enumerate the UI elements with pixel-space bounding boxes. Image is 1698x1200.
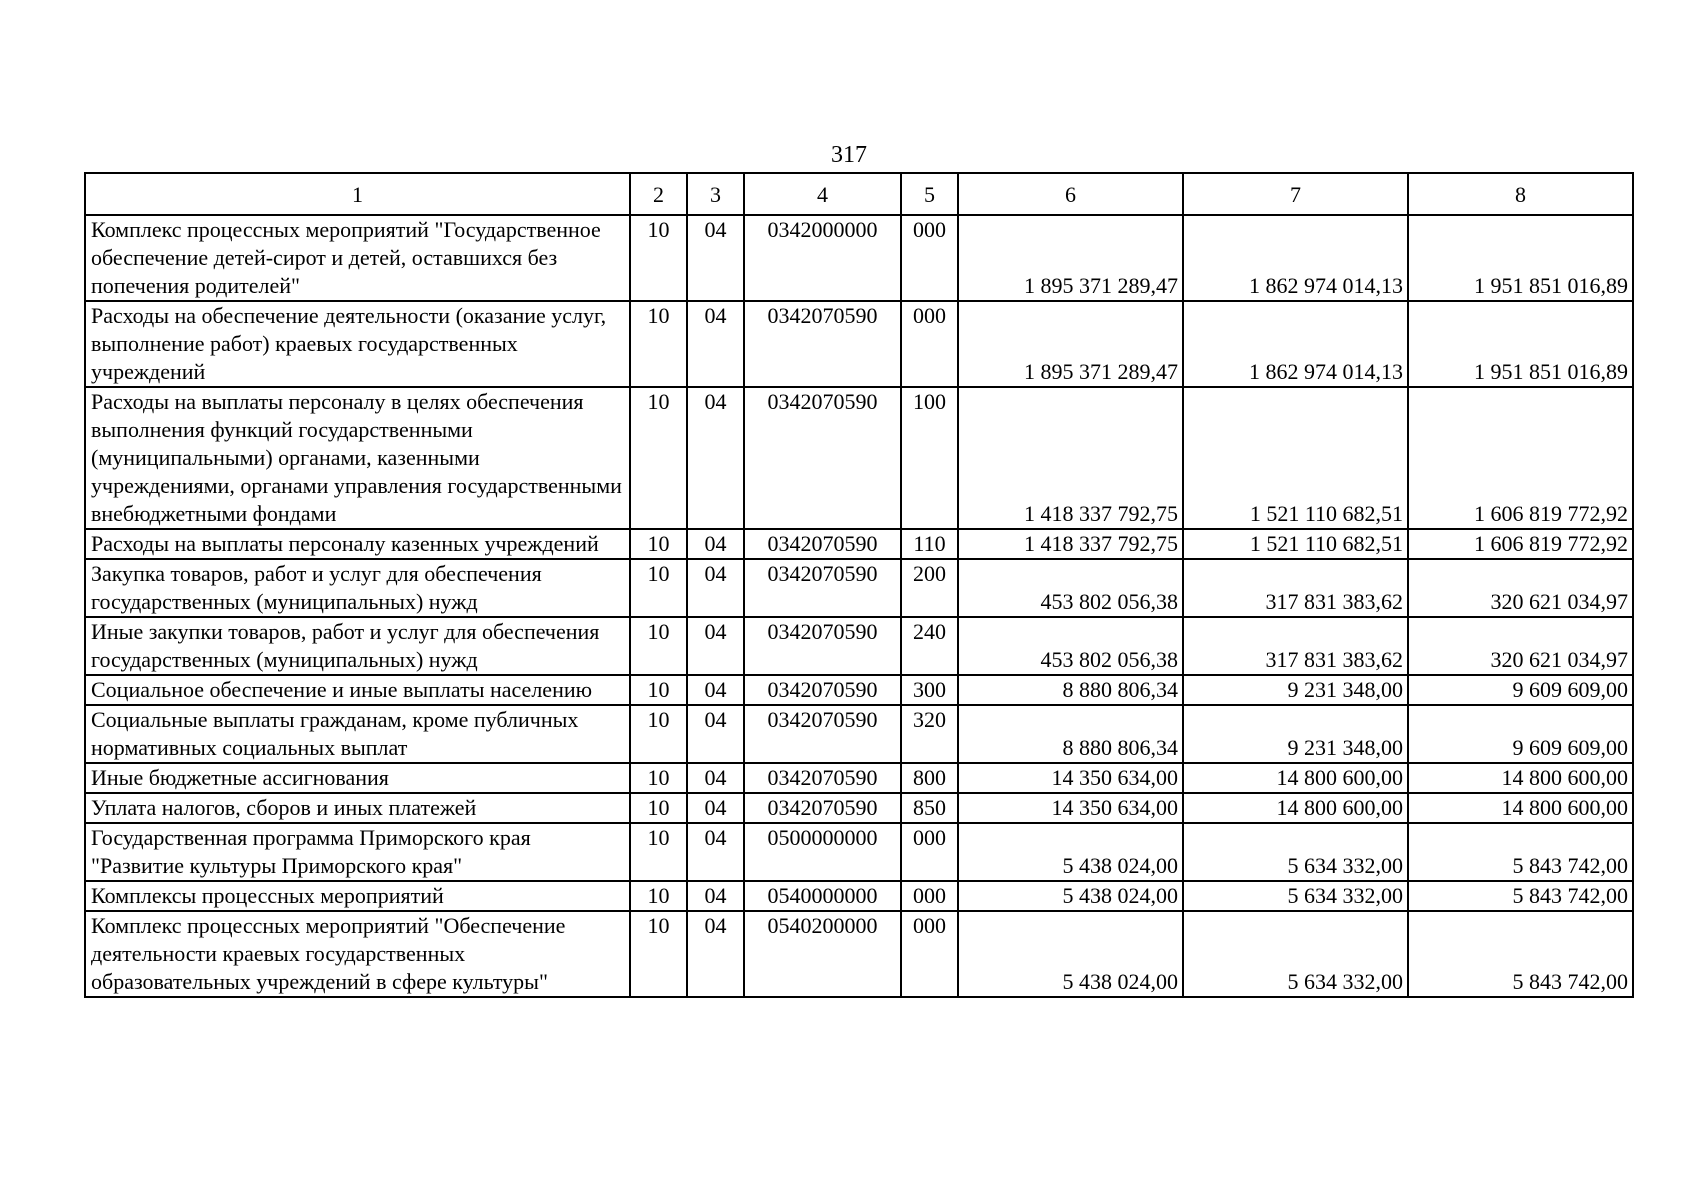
amount-col6-cell: 14 350 634,00 <box>958 763 1183 793</box>
amount-col7-cell: 5 634 332,00 <box>1183 911 1408 997</box>
row-name-cell: Иные закупки товаров, работ и услуг для обеспечения государственных (муниципальных) нужд <box>85 617 630 675</box>
subsection-code-cell: 04 <box>687 911 744 997</box>
amount-col8-cell: 5 843 742,00 <box>1408 911 1633 997</box>
amount-col6-cell: 5 438 024,00 <box>958 881 1183 911</box>
table-row <box>85 763 1633 793</box>
section-code-cell: 10 <box>630 823 687 881</box>
amount-col8-cell: 1 951 851 016,89 <box>1408 215 1633 301</box>
amount-col6-cell: 8 880 806,34 <box>958 705 1183 763</box>
amount-col6-cell: 8 880 806,34 <box>958 675 1183 705</box>
expense-type-cell: 200 <box>901 559 958 617</box>
row-name-cell: Расходы на обеспечение деятельности (оказание услуг, выполнение работ) краевых государственных учреждений <box>85 301 630 387</box>
section-code-cell: 10 <box>630 301 687 387</box>
section-code-cell: 10 <box>630 215 687 301</box>
target-article-cell: 0342070590 <box>744 763 901 793</box>
amount-col8-cell: 5 843 742,00 <box>1408 823 1633 881</box>
expense-type-cell: 110 <box>901 529 958 559</box>
row-name-cell: Закупка товаров, работ и услуг для обеспечения государственных (муниципальных) нужд <box>85 559 630 617</box>
amount-col7-cell: 9 231 348,00 <box>1183 705 1408 763</box>
target-article-cell: 0342070590 <box>744 793 901 823</box>
table-row <box>85 215 1633 301</box>
subsection-code-cell: 04 <box>687 617 744 675</box>
amount-col7-cell: 14 800 600,00 <box>1183 793 1408 823</box>
table-row <box>85 301 1633 387</box>
page-number: 317 <box>831 142 867 168</box>
section-code-cell: 10 <box>630 911 687 997</box>
amount-col7-cell: 1 862 974 014,13 <box>1183 301 1408 387</box>
row-name-cell: Социальное обеспечение и иные выплаты населению <box>85 675 630 705</box>
target-article-cell: 0342070590 <box>744 529 901 559</box>
target-article-cell: 0342000000 <box>744 215 901 301</box>
amount-col8-cell: 1 606 819 772,92 <box>1408 529 1633 559</box>
amount-col6-cell: 1 895 371 289,47 <box>958 215 1183 301</box>
subsection-code-cell: 04 <box>687 301 744 387</box>
amount-col7-cell: 1 862 974 014,13 <box>1183 215 1408 301</box>
subsection-code-cell: 04 <box>687 675 744 705</box>
expense-type-cell: 000 <box>901 823 958 881</box>
header-cell-5: 5 <box>901 173 958 215</box>
header-cell-8: 8 <box>1408 173 1633 215</box>
header-cell-6: 6 <box>958 173 1183 215</box>
row-name-cell: Комплексы процессных мероприятий <box>85 881 630 911</box>
row-name-cell: Уплата налогов, сборов и иных платежей <box>85 793 630 823</box>
amount-col7-cell: 317 831 383,62 <box>1183 559 1408 617</box>
header-row <box>85 173 1633 215</box>
table-row <box>85 823 1633 881</box>
amount-col7-cell: 5 634 332,00 <box>1183 881 1408 911</box>
subsection-code-cell: 04 <box>687 387 744 529</box>
table-row <box>85 617 1633 675</box>
header-cell-4: 4 <box>744 173 901 215</box>
amount-col7-cell: 1 521 110 682,51 <box>1183 387 1408 529</box>
budget-table <box>84 172 1634 998</box>
target-article-cell: 0500000000 <box>744 823 901 881</box>
header-cell-2: 2 <box>630 173 687 215</box>
amount-col6-cell: 5 438 024,00 <box>958 823 1183 881</box>
expense-type-cell: 850 <box>901 793 958 823</box>
subsection-code-cell: 04 <box>687 793 744 823</box>
expense-type-cell: 000 <box>901 911 958 997</box>
subsection-code-cell: 04 <box>687 215 744 301</box>
amount-col6-cell: 5 438 024,00 <box>958 911 1183 997</box>
row-name-cell: Комплекс процессных мероприятий "Государственное обеспечение детей-сирот и детей, оставшихся без попечения родителей" <box>85 215 630 301</box>
subsection-code-cell: 04 <box>687 881 744 911</box>
table-row <box>85 675 1633 705</box>
expense-type-cell: 320 <box>901 705 958 763</box>
header-cell-1: 1 <box>85 173 630 215</box>
table-row <box>85 881 1633 911</box>
header-cell-3: 3 <box>687 173 744 215</box>
section-code-cell: 10 <box>630 617 687 675</box>
target-article-cell: 0342070590 <box>744 387 901 529</box>
section-code-cell: 10 <box>630 705 687 763</box>
target-article-cell: 0342070590 <box>744 301 901 387</box>
amount-col7-cell: 14 800 600,00 <box>1183 763 1408 793</box>
expense-type-cell: 300 <box>901 675 958 705</box>
amount-col8-cell: 320 621 034,97 <box>1408 617 1633 675</box>
amount-col7-cell: 1 521 110 682,51 <box>1183 529 1408 559</box>
subsection-code-cell: 04 <box>687 705 744 763</box>
section-code-cell: 10 <box>630 559 687 617</box>
target-article-cell: 0342070590 <box>744 675 901 705</box>
section-code-cell: 10 <box>630 387 687 529</box>
section-code-cell: 10 <box>630 763 687 793</box>
row-name-cell: Социальные выплаты гражданам, кроме публичных нормативных социальных выплат <box>85 705 630 763</box>
expense-type-cell: 800 <box>901 763 958 793</box>
amount-col6-cell: 1 895 371 289,47 <box>958 301 1183 387</box>
amount-col8-cell: 14 800 600,00 <box>1408 763 1633 793</box>
row-name-cell: Расходы на выплаты персоналу казенных учреждений <box>85 529 630 559</box>
subsection-code-cell: 04 <box>687 559 744 617</box>
section-code-cell: 10 <box>630 793 687 823</box>
amount-col8-cell: 320 621 034,97 <box>1408 559 1633 617</box>
target-article-cell: 0540200000 <box>744 911 901 997</box>
header-cell-7: 7 <box>1183 173 1408 215</box>
subsection-code-cell: 04 <box>687 529 744 559</box>
amount-col8-cell: 5 843 742,00 <box>1408 881 1633 911</box>
subsection-code-cell: 04 <box>687 823 744 881</box>
amount-col7-cell: 5 634 332,00 <box>1183 823 1408 881</box>
table-row <box>85 705 1633 763</box>
amount-col8-cell: 14 800 600,00 <box>1408 793 1633 823</box>
table-row <box>85 793 1633 823</box>
expense-type-cell: 000 <box>901 215 958 301</box>
table-header <box>85 173 1633 215</box>
expense-type-cell: 100 <box>901 387 958 529</box>
amount-col8-cell: 1 606 819 772,92 <box>1408 387 1633 529</box>
amount-col6-cell: 1 418 337 792,75 <box>958 529 1183 559</box>
target-article-cell: 0342070590 <box>744 617 901 675</box>
table-row <box>85 529 1633 559</box>
section-code-cell: 10 <box>630 529 687 559</box>
amount-col7-cell: 317 831 383,62 <box>1183 617 1408 675</box>
table-row <box>85 559 1633 617</box>
expense-type-cell: 000 <box>901 881 958 911</box>
amount-col7-cell: 9 231 348,00 <box>1183 675 1408 705</box>
amount-col6-cell: 1 418 337 792,75 <box>958 387 1183 529</box>
row-name-cell: Расходы на выплаты персоналу в целях обеспечения выполнения функций государственными (муниципальными) органами, казенными учреждениями, органами управления государственными внебюджетными фондами <box>85 387 630 529</box>
amount-col6-cell: 453 802 056,38 <box>958 617 1183 675</box>
table-body <box>85 215 1633 997</box>
row-name-cell: Иные бюджетные ассигнования <box>85 763 630 793</box>
row-name-cell: Государственная программа Приморского края "Развитие культуры Приморского края" <box>85 823 630 881</box>
table-row <box>85 911 1633 997</box>
amount-col8-cell: 9 609 609,00 <box>1408 705 1633 763</box>
amount-col6-cell: 14 350 634,00 <box>958 793 1183 823</box>
target-article-cell: 0342070590 <box>744 705 901 763</box>
section-code-cell: 10 <box>630 675 687 705</box>
expense-type-cell: 000 <box>901 301 958 387</box>
amount-col8-cell: 1 951 851 016,89 <box>1408 301 1633 387</box>
target-article-cell: 0540000000 <box>744 881 901 911</box>
amount-col6-cell: 453 802 056,38 <box>958 559 1183 617</box>
amount-col8-cell: 9 609 609,00 <box>1408 675 1633 705</box>
row-name-cell: Комплекс процессных мероприятий "Обеспечение деятельности краевых государственных образовательных учреждений в сфере культуры" <box>85 911 630 997</box>
expense-type-cell: 240 <box>901 617 958 675</box>
subsection-code-cell: 04 <box>687 763 744 793</box>
target-article-cell: 0342070590 <box>744 559 901 617</box>
table-row <box>85 387 1633 529</box>
section-code-cell: 10 <box>630 881 687 911</box>
